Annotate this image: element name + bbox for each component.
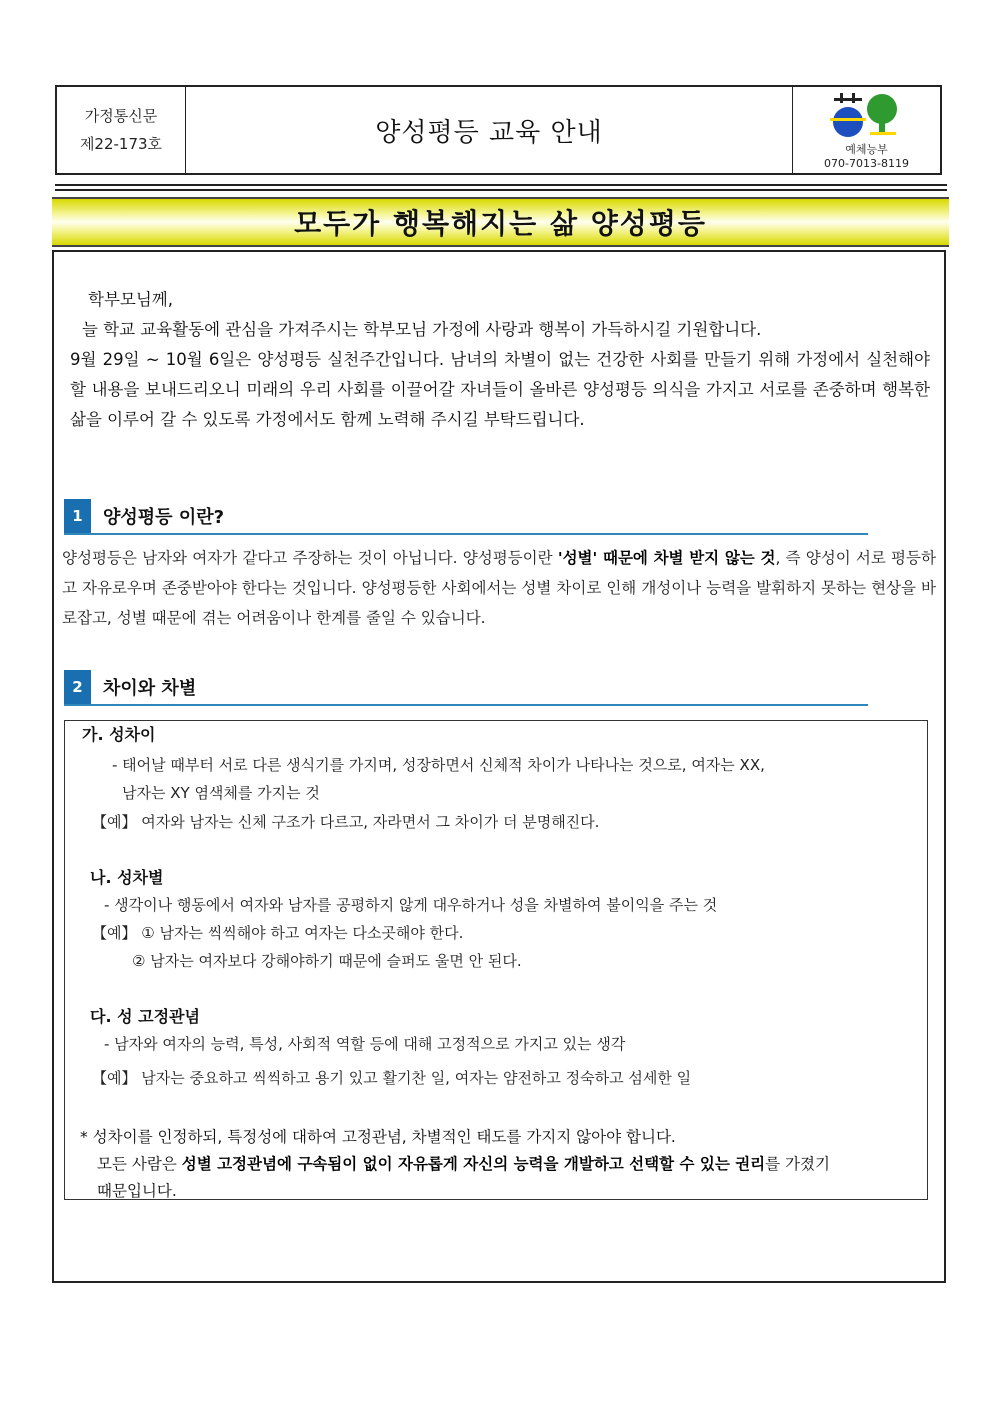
school-logo-icon xyxy=(830,89,904,143)
main-banner: 모두가 행복해지는 삶 양성평등 xyxy=(52,197,949,247)
example-line: ② 남자는 여자보다 강해야하기 때문에 슬퍼도 울면 안 된다. xyxy=(132,952,522,970)
definition-line: - 남자와 여자의 능력, 특성, 사회적 역할 등에 대해 고정적으로 가지고 있는 생각 xyxy=(104,1035,626,1053)
definition-line: - 생각이나 행동에서 여자와 남자를 공평하지 않게 대우하거나 성을 차별하여 불이익을 주는 것 xyxy=(104,896,718,914)
department-name: 예체능부 xyxy=(845,143,888,156)
subheading-gender-difference: 가. 성차이 xyxy=(82,725,156,744)
definition-line: - 태어날 때부터 서로 다른 생식기를 가지며, 성장하면서 신체적 차이가 나타나는 것으로, 여자는 XX, xyxy=(112,756,765,774)
note-bold-text: 성별 고정관념에 구속됨이 없이 자유롭게 자신의 능력을 개발하고 선택할 수 있는 권리 xyxy=(181,1155,766,1173)
note-text: 모든 사람은 xyxy=(97,1155,182,1173)
section-title: 양성평등 이란? xyxy=(103,507,225,528)
note-line: 때문입니다. xyxy=(97,1182,177,1200)
note-line: * 성차이를 인정하되, 특정성에 대하여 고정관념, 차별적인 태도를 가지지 않아야 합니다. xyxy=(80,1128,676,1146)
section-1-header xyxy=(64,499,868,535)
example-line: 【예】 남자는 중요하고 씩씩하고 용기 있고 활기찬 일, 여자는 얌전하고 정숙하고 섬세한 일 xyxy=(92,1069,692,1087)
section-number: 2 xyxy=(64,670,91,704)
definition-line: 남자는 XY 염색체를 가지는 것 xyxy=(122,784,320,802)
section-1-body xyxy=(62,543,936,633)
example-line: 【예】 ① 남자는 씩씩해야 하고 여자는 다소곳해야 한다. xyxy=(92,924,464,942)
greeting: 학부모님께, xyxy=(88,290,173,309)
divider xyxy=(55,184,947,186)
body-text: 양성평등은 남자와 여자가 같다고 주장하는 것이 아닙니다. 양성평등이란 xyxy=(62,549,558,567)
intro-paragraph: 9월 29일 ~ 10월 6일은 양성평등 실천주간입니다. 남녀의 차별이 없는 건강한 사회를 만들기 위해 가정에서 실천해야할 내용을 보내드리오니 미래의 우리 사회를 이끌어갈 자녀들이 올바른 양성평등 의식을 가지고 서로를 존중하며 행복한 삶을 이루어 갈 수 있도록 가정에서도 함께 노력해 주시길 부탁드립니다. xyxy=(70,350,930,429)
section-2-header xyxy=(64,670,868,706)
document-header xyxy=(55,85,942,175)
subheading-discrimination: 나. 성차별 xyxy=(90,868,164,887)
notice-number: 제22-173호 xyxy=(79,135,163,153)
department-phone: 070-7013-8119 xyxy=(824,157,909,170)
department-box xyxy=(792,87,940,173)
note-text: 를 가졌기 xyxy=(765,1155,830,1173)
section-title: 차이와 차별 xyxy=(103,678,197,699)
body-bold-text: '성별' 때문에 차별 받지 않는 것 xyxy=(557,549,776,567)
divider xyxy=(55,189,947,191)
note-line xyxy=(80,1151,920,1178)
notice-category: 가정통신문 xyxy=(84,107,158,125)
notice-info xyxy=(57,87,186,173)
subheading-stereotype: 다. 성 고정관념 xyxy=(90,1007,200,1026)
intro-line: 늘 학교 교육활동에 관심을 가져주시는 학부모님 가정에 사랑과 행복이 가득하시길 기원합니다. xyxy=(82,320,762,339)
example-line: 【예】 여자와 남자는 신체 구조가 다르고, 자라면서 그 차이가 더 분명해진다. xyxy=(92,813,600,831)
body-text: , 즉 양성이 서로 평등하고 자유로우며 존중받아야 한다는 것입니다. 양성평등한 사회에서는 성별 차이로 인해 개성이나 능력을 발휘하지 못하는 현상을 바로잡고, 성별 때문에 겪는 어려움이나 한계를 줄일 수 있습니다. xyxy=(62,549,936,627)
document-title: 양성평등 교육 안내 xyxy=(375,117,603,148)
intro-letter xyxy=(70,285,930,435)
closing-note xyxy=(80,1124,920,1205)
section-number: 1 xyxy=(64,499,91,533)
